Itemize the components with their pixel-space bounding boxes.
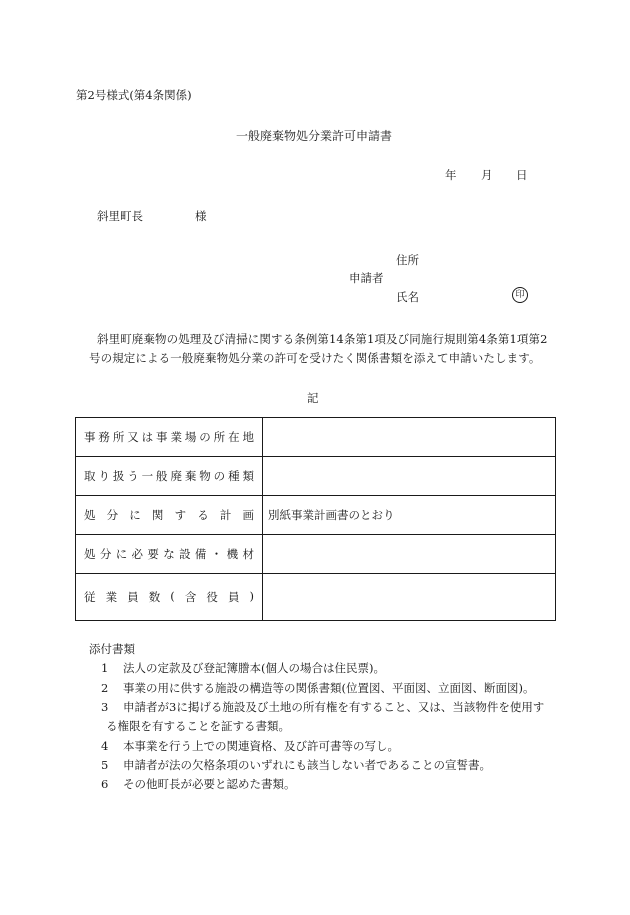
attachment-text: 申請者が法の欠格条項のいずれにも該当しない者であることの宣誓書。 <box>123 758 491 772</box>
table-label: 取 り 扱 う 一 般 廃 棄 物 の 種 類 <box>84 469 254 483</box>
attachment-item <box>101 738 399 754</box>
attachment-item <box>101 776 296 792</box>
attachment-number: 1 <box>101 661 109 675</box>
table-label-cell <box>76 457 263 496</box>
attachment-number: 6 <box>101 777 109 791</box>
attachment-text: 法人の定款及び登記簿謄本(個人の場合は住民票)。 <box>123 661 385 675</box>
table-label: 事 務 所 又 は 事 業 場 の 所 在 地 <box>84 430 254 444</box>
ki-heading: 記 <box>307 391 319 405</box>
attachment-text: る権限を有することを証する書類。 <box>106 719 290 733</box>
table-label-cell <box>76 496 263 535</box>
applicant-label: 申請者 <box>349 271 384 285</box>
table-value-cell[interactable] <box>263 574 556 621</box>
seal-mark: 印 <box>512 287 528 303</box>
applicant-address-label: 住所 <box>396 253 419 267</box>
attachment-text: 申請者が3に掲げる施設及び土地の所有権を有すること、又は、当該物件を使用す <box>123 700 545 714</box>
form-number: 第2号様式(第4条関係) <box>76 88 192 102</box>
table-row <box>76 574 556 621</box>
attachment-number: 2 <box>101 681 109 695</box>
document-title: 一般廃棄物処分業許可申請書 <box>236 129 393 143</box>
date-day-label: 日 <box>516 168 528 182</box>
attachment-text: その他町長が必要と認めた書類。 <box>123 777 296 791</box>
table-row <box>76 496 556 535</box>
addressee-honorific: 様 <box>195 209 207 223</box>
table-value-cell[interactable] <box>263 418 556 457</box>
table-label-cell <box>76 418 263 457</box>
table-value-cell[interactable]: 別紙事業計画書のとおり <box>263 496 556 535</box>
table-value-cell[interactable] <box>263 457 556 496</box>
attachment-item <box>101 660 385 676</box>
applicant-name-label: 氏名 <box>396 290 419 304</box>
attachment-text: 本事業を行う上での関連資格、及び許可書等の写し。 <box>123 739 399 753</box>
table-value-cell[interactable] <box>263 535 556 574</box>
attachment-number: 3 <box>101 700 109 714</box>
attachment-item <box>101 699 544 715</box>
attachment-number: 4 <box>101 739 109 753</box>
attachment-number: 5 <box>101 758 109 772</box>
attachment-item <box>101 680 534 696</box>
table-label-cell <box>76 574 263 621</box>
table-row <box>76 418 556 457</box>
body-text-line-2: 号の規定による一般廃棄物処分業の許可を受けたく関係書類を添えて申請いたします。 <box>89 351 541 365</box>
table-row <box>76 535 556 574</box>
date-year-label: 年 <box>445 168 457 182</box>
attachment-item <box>106 718 290 734</box>
attachment-text: 事業の用に供する施設の構造等の関係書類(位置図、平面図、立面図、断面図)。 <box>123 681 535 695</box>
addressee-name: 斜里町長 <box>97 209 143 223</box>
date-month-label: 月 <box>481 168 493 182</box>
table-label-cell <box>76 535 263 574</box>
body-text-line-1: 斜里町廃棄物の処理及び清掃に関する条例第14条第1項及び同施行規則第4条第1項第2 <box>97 332 548 346</box>
table-row <box>76 457 556 496</box>
application-table <box>75 417 556 621</box>
attachments-heading: 添付書類 <box>89 642 135 656</box>
table-label: 従 業 員 数 ( 含 役 員 ) <box>84 589 254 604</box>
attachment-item <box>101 757 491 773</box>
table-label: 処 分 に 関 す る 計 画 <box>84 508 254 522</box>
table-label: 処 分 に 必 要 な 設 備 ・ 機 材 <box>84 547 254 561</box>
